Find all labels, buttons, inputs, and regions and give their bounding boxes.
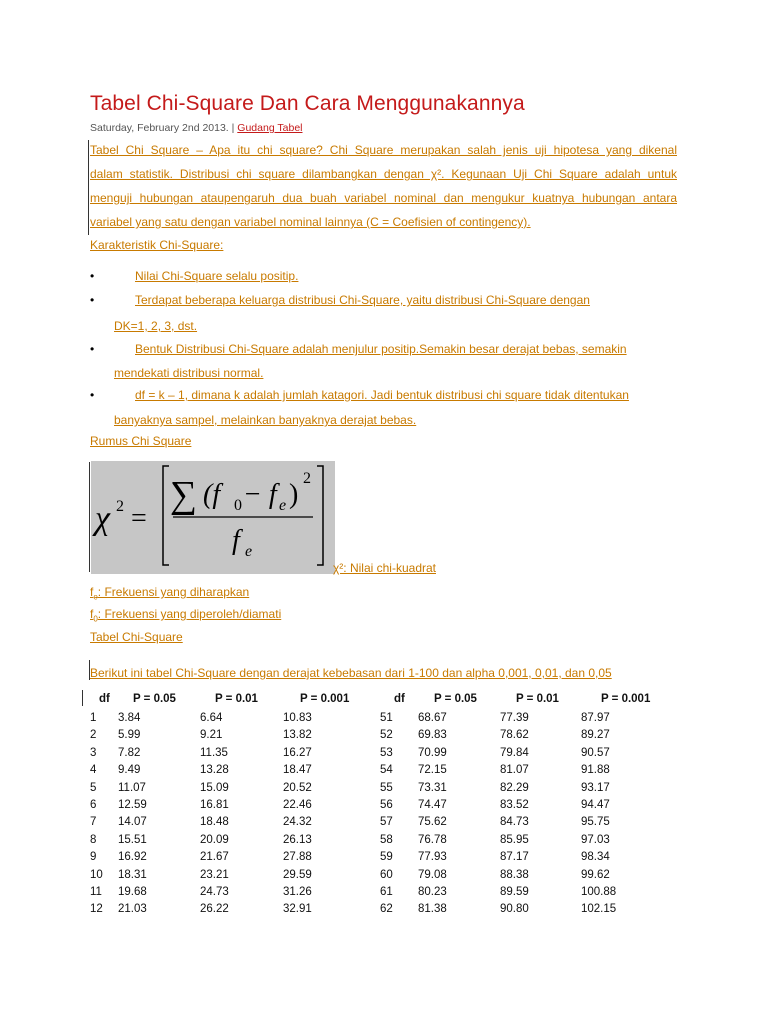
- formula-sube: e: [279, 497, 287, 514]
- table-header: df: [99, 693, 110, 705]
- quote-bar: [89, 462, 90, 572]
- table-cell: 9: [90, 851, 97, 864]
- table-cell: 73.31: [418, 781, 447, 794]
- list-item-text[interactable]: Bentuk Distribusi Chi-Square adalah menjulur positip.Semakin besar derajat bebas, semakin: [135, 342, 627, 356]
- table-cell: 23.21: [200, 868, 229, 881]
- quote-bar: [88, 140, 89, 235]
- table-cell: 20.09: [200, 833, 229, 846]
- table-cell: 6.64: [200, 712, 223, 724]
- formula-lhs: χ: [95, 500, 110, 537]
- formula-den-sub: e: [245, 543, 253, 560]
- formula-sum: ∑: [170, 474, 198, 516]
- table-cell: 81.07: [500, 764, 529, 777]
- table-cell: 15.51: [118, 833, 147, 846]
- table-cell: 13.28: [200, 764, 229, 777]
- table-cell: 16.81: [200, 799, 229, 811]
- intro-line[interactable]: Tabel Chi Square – Apa itu chi square? Chi Square merupakan salah jenis uji hipotesa yang dikenal: [90, 143, 677, 157]
- rumus-heading[interactable]: Rumus Chi Square: [90, 434, 192, 448]
- table-cell: 5: [90, 781, 97, 794]
- table-cell: 13.82: [283, 729, 312, 742]
- table-cell: 7: [90, 816, 97, 829]
- table-cell: 54: [380, 764, 393, 777]
- table-cell: 6: [90, 799, 97, 811]
- table-cell: 98.34: [581, 851, 610, 864]
- table-cell: 79.84: [500, 746, 529, 759]
- legend-f0-label: f: [90, 607, 94, 621]
- legend-fe-label: f: [90, 585, 94, 599]
- table-cell: 24.73: [200, 886, 229, 898]
- list-item-text[interactable]: Nilai Chi-Square selalu positip.: [135, 269, 299, 283]
- intro-line[interactable]: menguji hubungan ataupengaruh dua buah variabel nominal dan mengukur kuatnya hubungan antara: [90, 191, 677, 205]
- table-cell: 93.17: [581, 781, 610, 794]
- formula-minus: − f: [243, 479, 277, 510]
- legend-fe-text: : Frekuensi yang diharapkan: [97, 585, 250, 599]
- table-cell: 15.09: [200, 781, 229, 794]
- formula-numerator: (f: [203, 479, 221, 510]
- list-item-text[interactable]: DK=1, 2, 3, dst.: [114, 319, 198, 333]
- tabel-heading[interactable]: Tabel Chi-Square: [90, 630, 183, 644]
- list-item-text[interactable]: Terdapat beberapa keluarga distribusi Chi-Square, yaitu distribusi Chi-Square dengan: [135, 293, 590, 307]
- table-cell: 57: [380, 816, 393, 829]
- table-cell: 5.99: [118, 729, 141, 742]
- table-cell: 22.46: [283, 799, 312, 811]
- table-cell: 99.62: [581, 868, 610, 881]
- table-cell: 21.67: [200, 851, 229, 864]
- table-cell: 88.38: [500, 868, 529, 881]
- table-cell: 87.17: [500, 851, 529, 864]
- table-cell: 8: [90, 833, 97, 846]
- table-cell: 85.95: [500, 833, 529, 846]
- post-date: Saturday, February 2nd 2013. |: [90, 122, 238, 134]
- table-cell: 12.59: [118, 799, 147, 811]
- bullet-icon: •: [90, 388, 95, 402]
- table-cell: 24.32: [283, 816, 312, 829]
- table-cell: 3: [90, 746, 97, 759]
- table-cell: 21.03: [118, 903, 147, 916]
- table-cell: 91.88: [581, 764, 610, 777]
- table-cell: 10.83: [283, 712, 312, 724]
- legend-fe-sub: e: [93, 592, 98, 602]
- list-item-text[interactable]: banyaknya sampel, melainkan banyaknya derajat bebas.: [114, 413, 417, 427]
- bullet-icon: •: [90, 293, 95, 307]
- table-cell: 52: [380, 729, 393, 742]
- table-cell: 11.35: [200, 746, 228, 759]
- table-cell: 32.91: [283, 903, 312, 916]
- table-header: P = 0.05: [133, 693, 176, 705]
- category-link[interactable]: Gudang Tabel: [237, 122, 303, 134]
- list-item-text[interactable]: df = k – 1, dimana k adalah jumlah katagori. Jadi bentuk distribusi chi square tidak ditentukan: [135, 388, 629, 402]
- table-cell: 59: [380, 851, 393, 864]
- legend-chi[interactable]: χ²: Nilai chi-kuadrat: [333, 561, 436, 575]
- table-cell: 16.27: [283, 746, 312, 759]
- table-cell: 82.29: [500, 781, 529, 794]
- table-cell: 7.82: [118, 746, 141, 759]
- table-cell: 80.23: [418, 886, 447, 898]
- table-cell: 89.27: [581, 729, 610, 742]
- table-cell: 97.03: [581, 833, 610, 846]
- table-cell: 11: [90, 886, 102, 898]
- table-cell: 14.07: [118, 816, 147, 829]
- table-cell: 20.52: [283, 781, 312, 794]
- table-header: P = 0.01: [516, 693, 559, 705]
- formula-denominator: f: [232, 525, 240, 556]
- table-cell: 18.47: [283, 764, 312, 777]
- table-cell: 55: [380, 781, 393, 794]
- table-cell: 1: [90, 712, 97, 724]
- table-header: P = 0.001: [601, 693, 651, 705]
- karakteristik-heading[interactable]: Karakteristik Chi-Square:: [90, 238, 224, 252]
- table-cell: 69.83: [418, 729, 447, 742]
- table-cell: 4: [90, 764, 97, 777]
- right-bracket: [317, 466, 323, 565]
- table-cell: 31.26: [283, 886, 312, 898]
- table-cell: 68.67: [418, 712, 447, 724]
- table-cell: 9.49: [118, 764, 141, 777]
- table-cell: 81.38: [418, 903, 447, 916]
- legend-f0-text: : Frekuensi yang diperoleh/diamati: [97, 607, 282, 621]
- legend-fe[interactable]: [90, 585, 249, 601]
- table-cell: 58: [380, 833, 393, 846]
- table-cell: 95.75: [581, 816, 610, 829]
- list-item-text[interactable]: mendekati distribusi normal.: [114, 366, 264, 380]
- table-cell: 87.97: [581, 712, 610, 724]
- table-cell: 76.78: [418, 833, 447, 846]
- table-cell: 9.21: [200, 729, 223, 742]
- table-cell: 89.59: [500, 886, 529, 898]
- table-intro[interactable]: Berikut ini tabel Chi-Square dengan derajat kebebasan dari 1-100 dan alpha 0,001, 0,01, dan 0,05: [90, 666, 612, 680]
- table-cell: 70.99: [418, 746, 447, 759]
- legend-f0[interactable]: [90, 607, 281, 623]
- table-cell: 53: [380, 746, 393, 759]
- article-title: Tabel Chi-Square Dan Cara Menggunakannya: [90, 92, 525, 115]
- table-cell: 78.62: [500, 729, 529, 742]
- formula-graphic: [91, 461, 335, 574]
- table-cell: 74.47: [418, 799, 447, 811]
- table-cell: 26.13: [283, 833, 312, 846]
- formula-close: ): [289, 479, 299, 510]
- table-cell: 102.15: [581, 903, 617, 916]
- bullet-icon: •: [90, 269, 95, 283]
- table-cell: 90.80: [500, 903, 529, 916]
- table-cell: 79.08: [418, 868, 447, 881]
- table-cell: 27.88: [283, 851, 312, 864]
- table-cell: 90.57: [581, 746, 610, 759]
- table-cell: 18.31: [118, 868, 147, 881]
- table-cell: 51: [380, 712, 393, 724]
- formula-num-sup: 2: [303, 470, 311, 487]
- table-cell: 18.48: [200, 816, 229, 829]
- table-cell: 11.07: [118, 781, 146, 794]
- table-cell: 83.52: [500, 799, 529, 811]
- article-meta: [90, 122, 303, 134]
- table-cell: 3.84: [118, 712, 141, 724]
- table-cell: 2: [90, 729, 97, 742]
- table-cell: 77.39: [500, 712, 529, 724]
- table-cell: 10: [90, 868, 103, 881]
- quote-bar: [82, 690, 83, 706]
- table-cell: 84.73: [500, 816, 529, 829]
- table-cell: 62: [380, 903, 393, 916]
- legend-f0-sub: 0: [93, 614, 98, 624]
- table-cell: 12: [90, 903, 103, 916]
- table-cell: 77.93: [418, 851, 447, 864]
- formula-lhs-sup: 2: [116, 498, 124, 515]
- intro-line[interactable]: dalam statistik. Distribusi chi square dilambangkan dengan χ². Kegunaan Uji Chi Square adalah untuk: [90, 167, 677, 181]
- table-cell: 100.88: [581, 886, 617, 898]
- table-header: df: [394, 693, 405, 705]
- formula-equals: =: [131, 503, 147, 534]
- table-cell: 56: [380, 799, 393, 811]
- table-cell: 61: [380, 886, 393, 898]
- table-cell: 72.15: [418, 764, 447, 777]
- table-cell: 16.92: [118, 851, 147, 864]
- table-cell: 94.47: [581, 799, 610, 811]
- left-bracket: [163, 466, 169, 565]
- table-header: P = 0.001: [300, 693, 350, 705]
- table-cell: 26.22: [200, 903, 229, 916]
- table-header: P = 0.01: [215, 693, 258, 705]
- chi-square-formula-image: [91, 461, 335, 574]
- formula-sub0: 0: [234, 497, 242, 514]
- intro-line[interactable]: variabel yang satu dengan variabel nominal lainnya (C = Coefisien of contingency).: [90, 215, 531, 229]
- bullet-icon: •: [90, 342, 95, 356]
- table-header: P = 0.05: [434, 693, 477, 705]
- table-cell: 29.59: [283, 868, 312, 881]
- table-cell: 19.68: [118, 886, 147, 898]
- table-cell: 75.62: [418, 816, 447, 829]
- table-cell: 60: [380, 868, 393, 881]
